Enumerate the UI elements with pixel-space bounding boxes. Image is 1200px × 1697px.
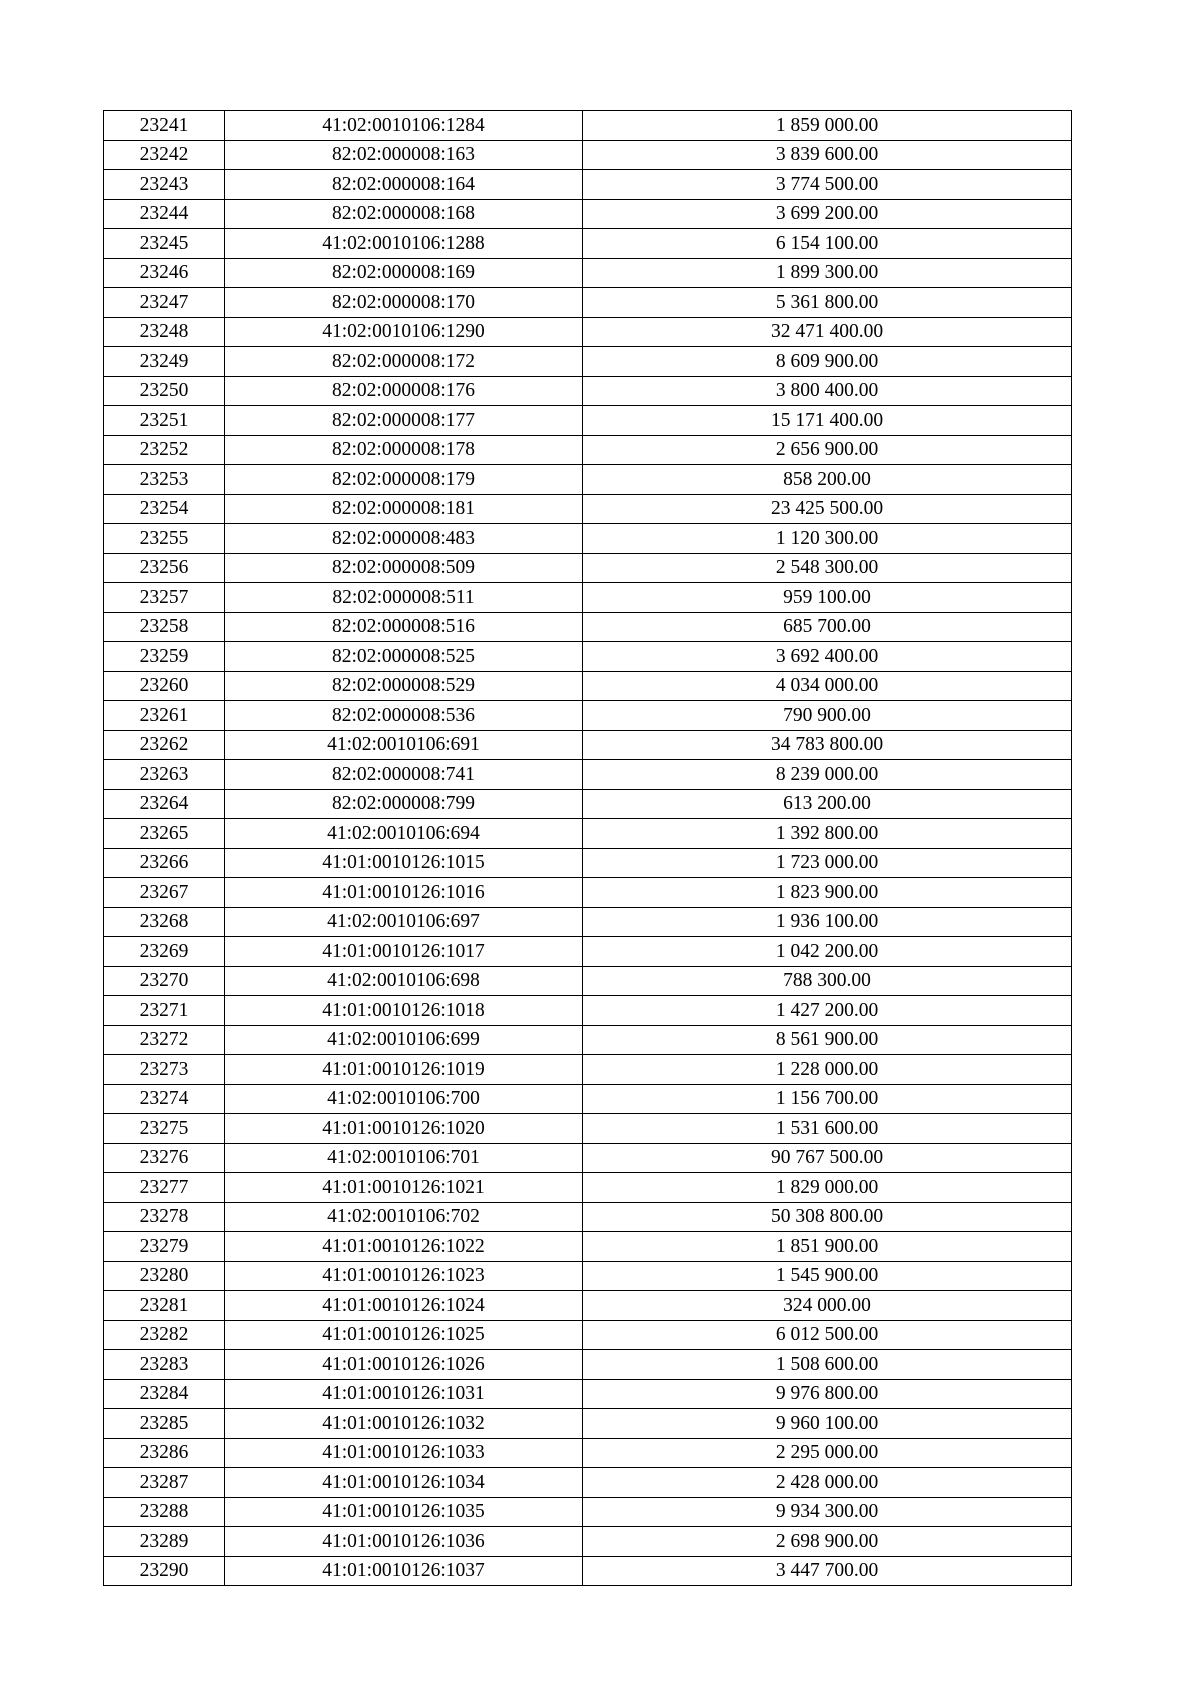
cadastral-number-cell: 82:02:000008:799 bbox=[225, 789, 583, 819]
cadastral-number-cell: 41:01:0010126:1018 bbox=[225, 996, 583, 1026]
cadastral-number-cell: 41:02:0010106:1290 bbox=[225, 317, 583, 347]
cadastral-value-cell: 2 428 000.00 bbox=[583, 1468, 1072, 1498]
row-number-cell: 23244 bbox=[104, 199, 225, 229]
cadastral-number-cell: 41:01:0010126:1031 bbox=[225, 1379, 583, 1409]
table-row bbox=[104, 1379, 1072, 1409]
cadastral-number-cell: 82:02:000008:178 bbox=[225, 435, 583, 465]
table-row bbox=[104, 524, 1072, 554]
cadastral-number-cell: 82:02:000008:509 bbox=[225, 553, 583, 583]
table-row bbox=[104, 229, 1072, 259]
table-row bbox=[104, 170, 1072, 200]
table-row bbox=[104, 317, 1072, 347]
table-row bbox=[104, 1232, 1072, 1262]
cadastral-number-cell: 41:01:0010126:1015 bbox=[225, 848, 583, 878]
cadastral-number-cell: 41:01:0010126:1016 bbox=[225, 878, 583, 908]
row-number-cell: 23284 bbox=[104, 1379, 225, 1409]
cadastral-value-cell: 2 548 300.00 bbox=[583, 553, 1072, 583]
cadastral-number-cell: 82:02:000008:170 bbox=[225, 288, 583, 318]
cadastral-value-cell: 790 900.00 bbox=[583, 701, 1072, 731]
table-row bbox=[104, 347, 1072, 377]
table-row bbox=[104, 465, 1072, 495]
row-number-cell: 23246 bbox=[104, 258, 225, 288]
cadastral-value-cell: 3 839 600.00 bbox=[583, 140, 1072, 170]
cadastral-value-cell: 959 100.00 bbox=[583, 583, 1072, 613]
cadastral-number-cell: 82:02:000008:172 bbox=[225, 347, 583, 377]
table-row bbox=[104, 819, 1072, 849]
row-number-cell: 23247 bbox=[104, 288, 225, 318]
row-number-cell: 23257 bbox=[104, 583, 225, 613]
cadastral-value-cell: 9 960 100.00 bbox=[583, 1409, 1072, 1439]
cadastral-number-cell: 41:02:0010106:694 bbox=[225, 819, 583, 849]
row-number-cell: 23258 bbox=[104, 612, 225, 642]
cadastral-number-cell: 41:01:0010126:1026 bbox=[225, 1350, 583, 1380]
row-number-cell: 23249 bbox=[104, 347, 225, 377]
cadastral-number-cell: 82:02:000008:169 bbox=[225, 258, 583, 288]
cadastral-number-cell: 82:02:000008:164 bbox=[225, 170, 583, 200]
cadastral-value-cell: 3 800 400.00 bbox=[583, 376, 1072, 406]
cadastral-value-cell: 1 228 000.00 bbox=[583, 1055, 1072, 1085]
row-number-cell: 23273 bbox=[104, 1055, 225, 1085]
row-number-cell: 23242 bbox=[104, 140, 225, 170]
cadastral-value-cell: 9 976 800.00 bbox=[583, 1379, 1072, 1409]
row-number-cell: 23276 bbox=[104, 1143, 225, 1173]
row-number-cell: 23268 bbox=[104, 907, 225, 937]
row-number-cell: 23290 bbox=[104, 1556, 225, 1586]
cadastral-value-cell: 858 200.00 bbox=[583, 465, 1072, 495]
table-row bbox=[104, 583, 1072, 613]
cadastral-number-cell: 82:02:000008:179 bbox=[225, 465, 583, 495]
row-number-cell: 23270 bbox=[104, 966, 225, 996]
cadastral-value-cell: 3 699 200.00 bbox=[583, 199, 1072, 229]
table-row bbox=[104, 1527, 1072, 1557]
cadastral-value-cell: 2 698 900.00 bbox=[583, 1527, 1072, 1557]
cadastral-number-cell: 41:01:0010126:1035 bbox=[225, 1497, 583, 1527]
cadastral-value-cell: 1 392 800.00 bbox=[583, 819, 1072, 849]
row-number-cell: 23286 bbox=[104, 1438, 225, 1468]
cadastral-number-cell: 82:02:000008:536 bbox=[225, 701, 583, 731]
row-number-cell: 23278 bbox=[104, 1202, 225, 1232]
row-number-cell: 23281 bbox=[104, 1291, 225, 1321]
cadastral-value-cell: 1 120 300.00 bbox=[583, 524, 1072, 554]
row-number-cell: 23282 bbox=[104, 1320, 225, 1350]
cadastral-number-cell: 41:01:0010126:1017 bbox=[225, 937, 583, 967]
table-row bbox=[104, 1261, 1072, 1291]
cadastral-value-cell: 5 361 800.00 bbox=[583, 288, 1072, 318]
table-row bbox=[104, 376, 1072, 406]
cadastral-value-cell: 1 508 600.00 bbox=[583, 1350, 1072, 1380]
cadastral-number-cell: 41:02:0010106:1288 bbox=[225, 229, 583, 259]
cadastral-value-cell: 6 154 100.00 bbox=[583, 229, 1072, 259]
row-number-cell: 23250 bbox=[104, 376, 225, 406]
table-row bbox=[104, 1055, 1072, 1085]
cadastral-value-cell: 2 656 900.00 bbox=[583, 435, 1072, 465]
table-row bbox=[104, 878, 1072, 908]
cadastral-value-cell: 685 700.00 bbox=[583, 612, 1072, 642]
cadastral-value-table bbox=[103, 110, 1072, 1586]
cadastral-value-cell: 1 851 900.00 bbox=[583, 1232, 1072, 1262]
cadastral-number-cell: 41:02:0010106:691 bbox=[225, 730, 583, 760]
row-number-cell: 23264 bbox=[104, 789, 225, 819]
cadastral-number-cell: 41:01:0010126:1022 bbox=[225, 1232, 583, 1262]
cadastral-number-cell: 41:02:0010106:1284 bbox=[225, 111, 583, 141]
cadastral-value-cell: 1 859 000.00 bbox=[583, 111, 1072, 141]
table-row bbox=[104, 671, 1072, 701]
cadastral-value-cell: 32 471 400.00 bbox=[583, 317, 1072, 347]
table-row bbox=[104, 996, 1072, 1026]
table-row bbox=[104, 258, 1072, 288]
cadastral-number-cell: 82:02:000008:525 bbox=[225, 642, 583, 672]
cadastral-value-cell: 1 427 200.00 bbox=[583, 996, 1072, 1026]
table-row bbox=[104, 288, 1072, 318]
table-row bbox=[104, 1291, 1072, 1321]
row-number-cell: 23272 bbox=[104, 1025, 225, 1055]
cadastral-value-cell: 3 774 500.00 bbox=[583, 170, 1072, 200]
cadastral-number-cell: 82:02:000008:741 bbox=[225, 760, 583, 790]
row-number-cell: 23283 bbox=[104, 1350, 225, 1380]
table-row bbox=[104, 642, 1072, 672]
table-row bbox=[104, 789, 1072, 819]
cadastral-number-cell: 82:02:000008:176 bbox=[225, 376, 583, 406]
cadastral-value-cell: 50 308 800.00 bbox=[583, 1202, 1072, 1232]
cadastral-value-cell: 1 936 100.00 bbox=[583, 907, 1072, 937]
cadastral-number-cell: 41:01:0010126:1036 bbox=[225, 1527, 583, 1557]
cadastral-number-cell: 41:02:0010106:700 bbox=[225, 1084, 583, 1114]
cadastral-number-cell: 41:01:0010126:1033 bbox=[225, 1438, 583, 1468]
cadastral-value-cell: 1 531 600.00 bbox=[583, 1114, 1072, 1144]
row-number-cell: 23277 bbox=[104, 1173, 225, 1203]
row-number-cell: 23274 bbox=[104, 1084, 225, 1114]
cadastral-number-cell: 41:01:0010126:1020 bbox=[225, 1114, 583, 1144]
row-number-cell: 23253 bbox=[104, 465, 225, 495]
cadastral-value-cell: 15 171 400.00 bbox=[583, 406, 1072, 436]
row-number-cell: 23252 bbox=[104, 435, 225, 465]
table-row bbox=[104, 1202, 1072, 1232]
cadastral-number-cell: 41:02:0010106:702 bbox=[225, 1202, 583, 1232]
cadastral-value-cell: 3 447 700.00 bbox=[583, 1556, 1072, 1586]
row-number-cell: 23271 bbox=[104, 996, 225, 1026]
row-number-cell: 23254 bbox=[104, 494, 225, 524]
cadastral-value-cell: 324 000.00 bbox=[583, 1291, 1072, 1321]
row-number-cell: 23260 bbox=[104, 671, 225, 701]
row-number-cell: 23261 bbox=[104, 701, 225, 731]
cadastral-number-cell: 82:02:000008:483 bbox=[225, 524, 583, 554]
table-row bbox=[104, 1468, 1072, 1498]
row-number-cell: 23267 bbox=[104, 878, 225, 908]
cadastral-value-cell: 8 239 000.00 bbox=[583, 760, 1072, 790]
row-number-cell: 23263 bbox=[104, 760, 225, 790]
cadastral-number-cell: 41:02:0010106:698 bbox=[225, 966, 583, 996]
table-row bbox=[104, 1409, 1072, 1439]
cadastral-number-cell: 41:01:0010126:1037 bbox=[225, 1556, 583, 1586]
table-row bbox=[104, 1497, 1072, 1527]
table-row bbox=[104, 1438, 1072, 1468]
table-row bbox=[104, 612, 1072, 642]
table-row bbox=[104, 1350, 1072, 1380]
row-number-cell: 23269 bbox=[104, 937, 225, 967]
row-number-cell: 23287 bbox=[104, 1468, 225, 1498]
cadastral-value-cell: 23 425 500.00 bbox=[583, 494, 1072, 524]
cadastral-number-cell: 82:02:000008:177 bbox=[225, 406, 583, 436]
cadastral-value-cell: 1 156 700.00 bbox=[583, 1084, 1072, 1114]
row-number-cell: 23255 bbox=[104, 524, 225, 554]
row-number-cell: 23248 bbox=[104, 317, 225, 347]
cadastral-number-cell: 41:01:0010126:1034 bbox=[225, 1468, 583, 1498]
cadastral-number-cell: 41:01:0010126:1032 bbox=[225, 1409, 583, 1439]
row-number-cell: 23259 bbox=[104, 642, 225, 672]
cadastral-number-cell: 41:01:0010126:1019 bbox=[225, 1055, 583, 1085]
table-row bbox=[104, 760, 1072, 790]
cadastral-number-cell: 82:02:000008:163 bbox=[225, 140, 583, 170]
table-row bbox=[104, 1556, 1072, 1586]
table-row bbox=[104, 553, 1072, 583]
table-row bbox=[104, 140, 1072, 170]
cadastral-number-cell: 41:01:0010126:1021 bbox=[225, 1173, 583, 1203]
row-number-cell: 23285 bbox=[104, 1409, 225, 1439]
row-number-cell: 23245 bbox=[104, 229, 225, 259]
cadastral-number-cell: 82:02:000008:516 bbox=[225, 612, 583, 642]
row-number-cell: 23289 bbox=[104, 1527, 225, 1557]
table-row bbox=[104, 1025, 1072, 1055]
table-row bbox=[104, 1143, 1072, 1173]
table-row bbox=[104, 848, 1072, 878]
table-row bbox=[104, 199, 1072, 229]
cadastral-number-cell: 41:02:0010106:701 bbox=[225, 1143, 583, 1173]
table-row bbox=[104, 1114, 1072, 1144]
row-number-cell: 23262 bbox=[104, 730, 225, 760]
cadastral-number-cell: 82:02:000008:529 bbox=[225, 671, 583, 701]
cadastral-value-cell: 1 829 000.00 bbox=[583, 1173, 1072, 1203]
cadastral-number-cell: 82:02:000008:168 bbox=[225, 199, 583, 229]
cadastral-value-cell: 788 300.00 bbox=[583, 966, 1072, 996]
cadastral-value-cell: 1 723 000.00 bbox=[583, 848, 1072, 878]
table-body bbox=[104, 111, 1072, 1586]
table-row bbox=[104, 406, 1072, 436]
cadastral-value-cell: 4 034 000.00 bbox=[583, 671, 1072, 701]
cadastral-number-cell: 82:02:000008:181 bbox=[225, 494, 583, 524]
cadastral-number-cell: 41:01:0010126:1025 bbox=[225, 1320, 583, 1350]
row-number-cell: 23266 bbox=[104, 848, 225, 878]
row-number-cell: 23288 bbox=[104, 1497, 225, 1527]
table-row bbox=[104, 966, 1072, 996]
row-number-cell: 23265 bbox=[104, 819, 225, 849]
cadastral-value-cell: 8 609 900.00 bbox=[583, 347, 1072, 377]
table-row bbox=[104, 494, 1072, 524]
cadastral-value-cell: 8 561 900.00 bbox=[583, 1025, 1072, 1055]
cadastral-value-cell: 90 767 500.00 bbox=[583, 1143, 1072, 1173]
cadastral-value-cell: 1 823 900.00 bbox=[583, 878, 1072, 908]
table-row bbox=[104, 111, 1072, 141]
row-number-cell: 23243 bbox=[104, 170, 225, 200]
row-number-cell: 23279 bbox=[104, 1232, 225, 1262]
cadastral-number-cell: 41:02:0010106:699 bbox=[225, 1025, 583, 1055]
row-number-cell: 23241 bbox=[104, 111, 225, 141]
table-row bbox=[104, 907, 1072, 937]
row-number-cell: 23251 bbox=[104, 406, 225, 436]
table-row bbox=[104, 937, 1072, 967]
table-row bbox=[104, 435, 1072, 465]
cadastral-number-cell: 41:01:0010126:1023 bbox=[225, 1261, 583, 1291]
cadastral-value-cell: 1 545 900.00 bbox=[583, 1261, 1072, 1291]
cadastral-number-cell: 41:02:0010106:697 bbox=[225, 907, 583, 937]
table-row bbox=[104, 1320, 1072, 1350]
cadastral-value-cell: 34 783 800.00 bbox=[583, 730, 1072, 760]
table-row bbox=[104, 1084, 1072, 1114]
cadastral-value-cell: 1 042 200.00 bbox=[583, 937, 1072, 967]
cadastral-value-cell: 2 295 000.00 bbox=[583, 1438, 1072, 1468]
cadastral-value-cell: 9 934 300.00 bbox=[583, 1497, 1072, 1527]
cadastral-value-cell: 1 899 300.00 bbox=[583, 258, 1072, 288]
cadastral-value-cell: 3 692 400.00 bbox=[583, 642, 1072, 672]
cadastral-number-cell: 82:02:000008:511 bbox=[225, 583, 583, 613]
table-row bbox=[104, 701, 1072, 731]
row-number-cell: 23275 bbox=[104, 1114, 225, 1144]
cadastral-value-cell: 613 200.00 bbox=[583, 789, 1072, 819]
row-number-cell: 23256 bbox=[104, 553, 225, 583]
cadastral-value-cell: 6 012 500.00 bbox=[583, 1320, 1072, 1350]
table-row bbox=[104, 1173, 1072, 1203]
row-number-cell: 23280 bbox=[104, 1261, 225, 1291]
table-row bbox=[104, 730, 1072, 760]
cadastral-number-cell: 41:01:0010126:1024 bbox=[225, 1291, 583, 1321]
